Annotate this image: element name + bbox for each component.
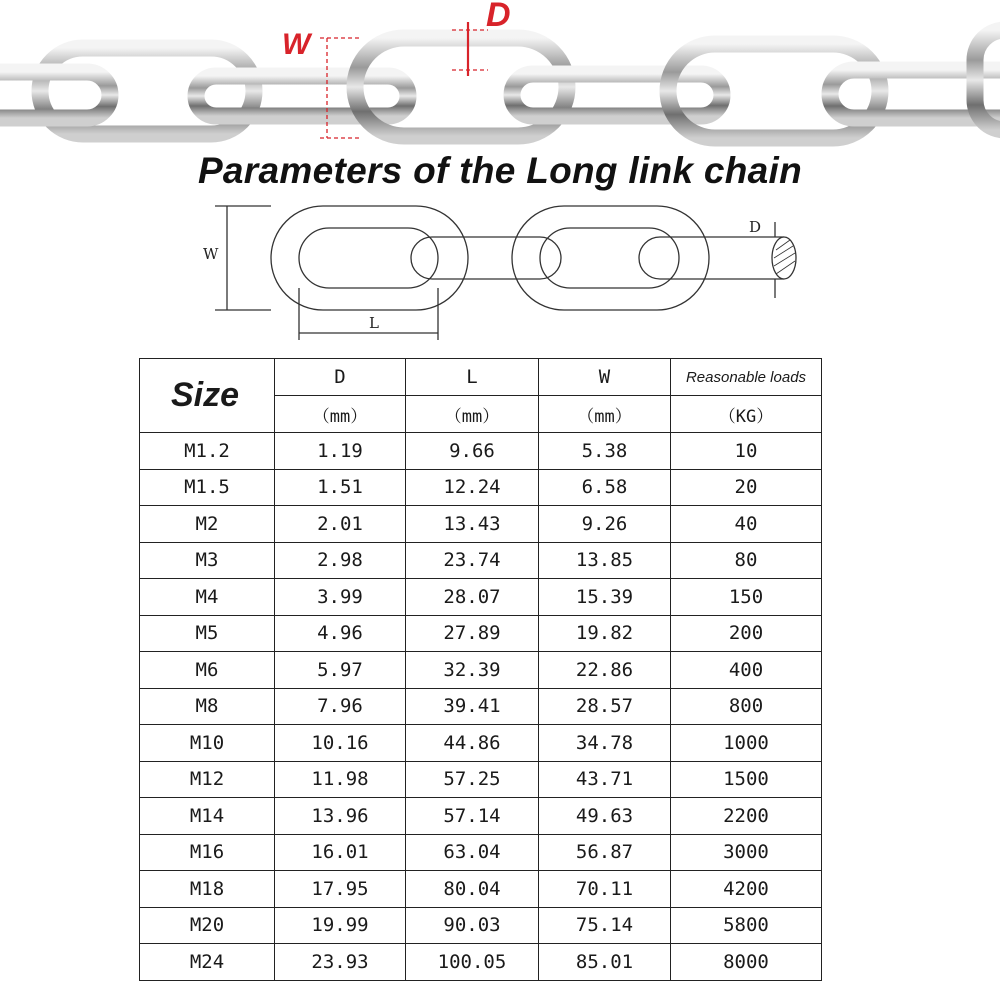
loads-unit: （KG） [671,396,822,433]
l-cell: 80.04 [406,871,539,908]
size-cell: M12 [140,761,275,798]
load-cell: 1000 [671,725,822,762]
table-row [140,469,822,506]
table-body [140,433,822,981]
w-cell: 70.11 [539,871,671,908]
table-header-row [140,359,822,396]
table-row [140,506,822,543]
w-cell: 49.63 [539,798,671,835]
load-cell: 40 [671,506,822,543]
size-cell: M3 [140,542,275,579]
diagram-length-label: L [369,314,379,332]
l-cell: 13.43 [406,506,539,543]
size-cell: M6 [140,652,275,689]
d-cell: 2.98 [275,542,406,579]
w-unit: （mm） [539,396,671,433]
load-cell: 5800 [671,907,822,944]
load-cell: 2200 [671,798,822,835]
l-cell: 100.05 [406,944,539,981]
l-cell: 57.14 [406,798,539,835]
size-cell: M24 [140,944,275,981]
l-cell: 32.39 [406,652,539,689]
table-row [140,579,822,616]
photo-width-label: W [282,28,311,61]
d-cell: 23.93 [275,944,406,981]
size-cell: M8 [140,688,275,725]
table-row [140,433,822,470]
size-cell: M14 [140,798,275,835]
l-cell: 90.03 [406,907,539,944]
size-cell: M2 [140,506,275,543]
d-cell: 13.96 [275,798,406,835]
table-row [140,725,822,762]
d-cell: 4.96 [275,615,406,652]
size-cell: M10 [140,725,275,762]
size-cell: M1.5 [140,469,275,506]
diagram-section [772,237,796,279]
table-row [140,871,822,908]
l-cell: 28.07 [406,579,539,616]
chain-dimension-diagram [195,196,815,346]
w-cell: 75.14 [539,907,671,944]
d-cell: 2.01 [275,506,406,543]
table-row [140,944,822,981]
loads-column-header: Reasonable loads [671,359,822,396]
diagram-link-tail [639,237,784,279]
load-cell: 10 [671,433,822,470]
size-column-header: Size [140,359,275,433]
table-row [140,798,822,835]
w-cell: 15.39 [539,579,671,616]
chain-link [0,72,110,118]
spec-table [139,358,822,981]
l-cell: 39.41 [406,688,539,725]
w-column-header: W [539,359,671,396]
size-cell: M16 [140,834,275,871]
w-cell: 6.58 [539,469,671,506]
table-row [140,907,822,944]
l-cell: 63.04 [406,834,539,871]
l-column-header: L [406,359,539,396]
d-cell: 5.97 [275,652,406,689]
d-cell: 17.95 [275,871,406,908]
w-cell: 19.82 [539,615,671,652]
size-cell: M4 [140,579,275,616]
load-cell: 200 [671,615,822,652]
d-unit: （mm） [275,396,406,433]
table-row [140,652,822,689]
d-cell: 3.99 [275,579,406,616]
d-cell: 11.98 [275,761,406,798]
l-unit: （mm） [406,396,539,433]
size-cell: M20 [140,907,275,944]
d-column-header: D [275,359,406,396]
l-cell: 9.66 [406,433,539,470]
diagram-width-label: W [203,245,219,263]
size-cell: M5 [140,615,275,652]
page-title: Parameters of the Long link chain [197,150,803,191]
l-cell: 23.74 [406,542,539,579]
w-cell: 22.86 [539,652,671,689]
load-cell: 400 [671,652,822,689]
table-row [140,761,822,798]
d-cell: 10.16 [275,725,406,762]
load-cell: 4200 [671,871,822,908]
chain-link [512,74,722,116]
load-cell: 3000 [671,834,822,871]
w-cell: 85.01 [539,944,671,981]
load-cell: 20 [671,469,822,506]
d-cell: 19.99 [275,907,406,944]
d-cell: 1.51 [275,469,406,506]
photo-diameter-label: D [486,0,511,34]
diagram-link-inner [299,228,438,288]
table-row [140,834,822,871]
w-cell: 9.26 [539,506,671,543]
table-row [140,542,822,579]
size-cell: M18 [140,871,275,908]
l-cell: 27.89 [406,615,539,652]
size-cell: M1.2 [140,433,275,470]
d-cell: 7.96 [275,688,406,725]
chain-link [196,76,408,116]
load-cell: 1500 [671,761,822,798]
w-cell: 56.87 [539,834,671,871]
load-cell: 80 [671,542,822,579]
table-row [140,615,822,652]
diagram-diameter-label: D [749,218,762,236]
l-cell: 57.25 [406,761,539,798]
w-cell: 5.38 [539,433,671,470]
load-cell: 800 [671,688,822,725]
w-cell: 13.85 [539,542,671,579]
w-cell: 28.57 [539,688,671,725]
d-cell: 16.01 [275,834,406,871]
w-cell: 34.78 [539,725,671,762]
l-cell: 12.24 [406,469,539,506]
d-cell: 1.19 [275,433,406,470]
load-cell: 150 [671,579,822,616]
table-row [140,688,822,725]
w-cell: 43.71 [539,761,671,798]
l-cell: 44.86 [406,725,539,762]
load-cell: 8000 [671,944,822,981]
